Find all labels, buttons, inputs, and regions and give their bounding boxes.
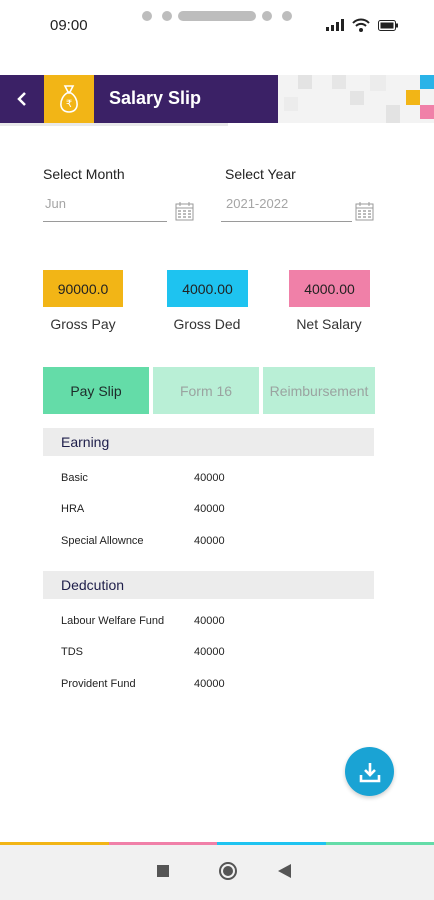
home-icon[interactable] [218,861,238,881]
signal-icon [326,19,344,31]
app-header [0,75,434,123]
tab-reimbursement[interactable]: Reimbursement [263,367,375,414]
wifi-icon [352,18,370,32]
net-salary-label: Net Salary [296,316,362,332]
deduction-title: Dedcution [61,577,125,593]
month-value: Jun [45,196,66,211]
calendar-icon[interactable] [355,202,374,221]
back-nav-icon[interactable] [278,864,291,878]
recents-icon[interactable] [157,865,169,877]
row-value: 40000 [194,678,225,690]
row-label: Provident Fund [61,678,136,690]
row-label: Special Allownce [61,535,144,547]
download-icon [358,760,382,784]
row-label: Labour Welfare Fund [61,615,165,627]
svg-text:₹: ₹ [65,99,73,110]
earning-header [43,428,374,456]
row-value: 40000 [194,503,225,515]
camera-notch [142,10,292,24]
row-label: TDS [61,646,83,658]
back-arrow-icon [16,91,28,107]
gross-pay-value: 90000.0 [43,270,123,307]
row-label: Basic [61,472,88,484]
year-field[interactable] [221,196,352,222]
year-value: 2021-2022 [226,196,289,211]
select-month-label: Select Month [43,166,125,182]
row-value: 40000 [194,472,225,484]
row-label: HRA [61,503,85,515]
tab-pay-slip[interactable]: Pay Slip [43,367,149,414]
deduction-header [43,571,374,599]
status-time: 09:00 [50,17,88,34]
gross-ded-value: 4000.00 [167,270,248,307]
row-value: 40000 [194,535,225,547]
net-salary-value: 4000.00 [289,270,370,307]
select-year-label: Select Year [225,166,296,182]
tab-form-16[interactable]: Form 16 [153,367,259,414]
month-field[interactable] [43,196,167,222]
battery-icon [378,20,398,31]
salary-logo [44,75,94,123]
row-value: 40000 [194,615,225,627]
money-bag-icon [57,84,81,114]
gross-ded-label: Gross Ded [173,316,241,332]
back-button[interactable] [0,75,44,123]
calendar-icon[interactable] [175,202,194,221]
status-bar [0,0,434,52]
page-title: Salary Slip [109,88,202,108]
earning-title: Earning [61,434,110,450]
status-icons [326,18,398,32]
download-button[interactable] [345,747,394,796]
row-value: 40000 [194,646,225,658]
header-pattern [278,75,434,123]
gross-pay-label: Gross Pay [50,316,116,332]
system-nav-bar [0,845,434,900]
